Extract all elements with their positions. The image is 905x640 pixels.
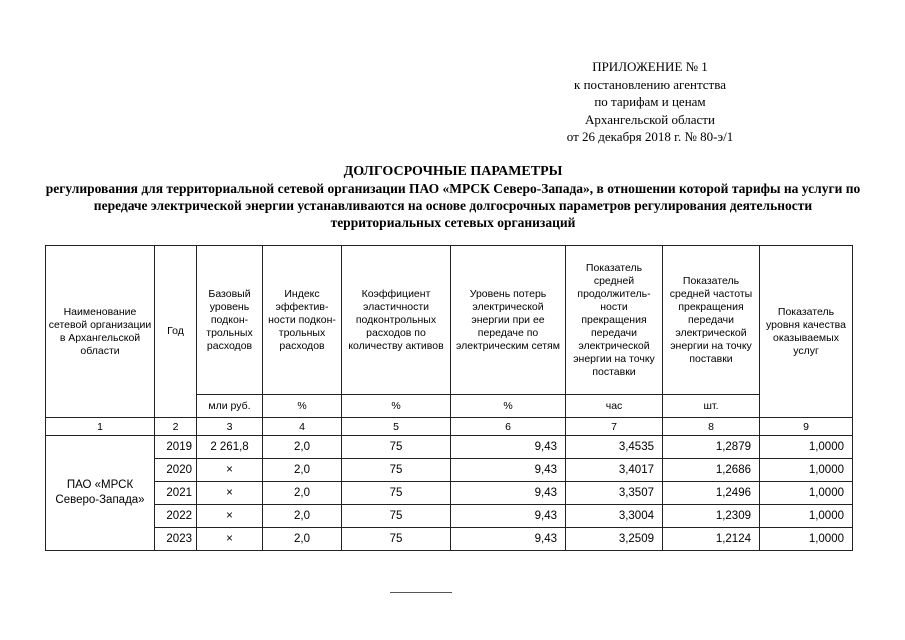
header-organization: Наименование сетевой организации в Архангельской области <box>46 246 155 418</box>
column-number: 3 <box>197 418 263 436</box>
appendix-line: к постановлению агентства <box>574 76 726 92</box>
losses-level-cell: 9,43 <box>451 482 566 505</box>
efficiency-index-cell: 2,0 <box>263 459 342 482</box>
table-row <box>46 528 853 551</box>
header-base-level: Базовый уровень подкон-трольных расходов <box>197 246 263 395</box>
header-duration-indicator: Показатель средней продолжитель-ности прекращения передачи электрической энергии на точку поставки <box>566 246 663 395</box>
quality-indicator-cell: 1,0000 <box>760 482 853 505</box>
base-level-cell: × <box>197 459 263 482</box>
parameters-table <box>45 245 853 551</box>
frequency-indicator-cell: 1,2496 <box>663 482 760 505</box>
column-number: 2 <box>155 418 197 436</box>
appendix-reference <box>520 58 780 146</box>
header-row <box>46 246 853 395</box>
quality-indicator-cell: 1,0000 <box>760 505 853 528</box>
frequency-indicator-cell: 1,2879 <box>663 436 760 459</box>
duration-indicator-cell: 3,4017 <box>566 459 663 482</box>
column-number: 1 <box>46 418 155 436</box>
duration-indicator-cell: 3,2509 <box>566 528 663 551</box>
efficiency-index-cell: 2,0 <box>263 505 342 528</box>
column-number: 7 <box>566 418 663 436</box>
document-title: ДОЛГОСРОЧНЫЕ ПАРАМЕТРЫ <box>343 164 563 179</box>
column-number: 9 <box>760 418 853 436</box>
duration-indicator-cell: 3,3004 <box>566 505 663 528</box>
unit-cell: % <box>451 395 566 418</box>
elasticity-coefficient-cell: 75 <box>342 436 451 459</box>
column-numbers-row <box>46 418 853 436</box>
frequency-indicator-cell: 1,2124 <box>663 528 760 551</box>
quality-indicator-cell: 1,0000 <box>760 528 853 551</box>
appendix-number: ПРИЛОЖЕНИЕ № 1 <box>592 59 708 74</box>
base-level-cell: 2 261,8 <box>197 436 263 459</box>
header-elasticity-coefficient: Коэффициент эластичности подконтрольных расходов по количеству активов <box>342 246 451 395</box>
column-number: 5 <box>342 418 451 436</box>
document-subtitle: регулирования для территориальной сетевой организации ПАО «МРСК Северо-Запада», в отношении которой тарифы на услуги по передаче электрической энергии устанавливаются на основе долгосрочных параметров регулирования деятельности территориальных сетевых организаций <box>45 181 861 230</box>
appendix-line: Архангельской области <box>585 111 715 127</box>
frequency-indicator-cell: 1,2686 <box>663 459 760 482</box>
efficiency-index-cell: 2,0 <box>263 436 342 459</box>
year-cell: 2020 <box>155 459 197 482</box>
losses-level-cell: 9,43 <box>451 436 566 459</box>
column-number: 8 <box>663 418 760 436</box>
header-efficiency-index: Индекс эффектив-ности подкон-трольных расходов <box>263 246 342 395</box>
appendix-date: от 26 декабря 2018 г. № 80-э/1 <box>566 129 734 144</box>
elasticity-coefficient-cell: 75 <box>342 459 451 482</box>
duration-indicator-cell: 3,3507 <box>566 482 663 505</box>
unit-cell: мли руб. <box>197 395 263 418</box>
elasticity-coefficient-cell: 75 <box>342 528 451 551</box>
duration-indicator-cell: 3,4535 <box>566 436 663 459</box>
footer-divider <box>390 592 452 593</box>
frequency-indicator-cell: 1,2309 <box>663 505 760 528</box>
header-quality-indicator: Показатель уровня качества оказываемых услуг <box>760 246 853 418</box>
losses-level-cell: 9,43 <box>451 459 566 482</box>
document-title-block <box>40 163 866 231</box>
unit-cell: шт. <box>663 395 760 418</box>
year-cell: 2019 <box>155 436 197 459</box>
elasticity-coefficient-cell: 75 <box>342 505 451 528</box>
table-row <box>46 482 853 505</box>
column-number: 6 <box>451 418 566 436</box>
base-level-cell: × <box>197 482 263 505</box>
header-year: Год <box>155 246 197 418</box>
efficiency-index-cell: 2,0 <box>263 528 342 551</box>
elasticity-coefficient-cell: 75 <box>342 482 451 505</box>
efficiency-index-cell: 2,0 <box>263 482 342 505</box>
header-frequency-indicator: Показатель средней частоты прекращения передачи электрической энергии на точку поставки <box>663 246 760 395</box>
table-row <box>46 436 853 459</box>
header-losses-level: Уровень потерь электрической энергии при ее передаче по электрическим сетям <box>451 246 566 395</box>
unit-cell: час <box>566 395 663 418</box>
quality-indicator-cell: 1,0000 <box>760 459 853 482</box>
unit-cell: % <box>342 395 451 418</box>
table-row <box>46 505 853 528</box>
base-level-cell: × <box>197 505 263 528</box>
unit-cell: % <box>263 395 342 418</box>
year-cell: 2023 <box>155 528 197 551</box>
year-cell: 2021 <box>155 482 197 505</box>
quality-indicator-cell: 1,0000 <box>760 436 853 459</box>
column-number: 4 <box>263 418 342 436</box>
appendix-line: по тарифам и ценам <box>594 94 706 109</box>
losses-level-cell: 9,43 <box>451 505 566 528</box>
losses-level-cell: 9,43 <box>451 528 566 551</box>
year-cell: 2022 <box>155 505 197 528</box>
base-level-cell: × <box>197 528 263 551</box>
table-row <box>46 459 853 482</box>
organization-name: ПАО «МРСК Северо-Запада» <box>46 436 155 551</box>
